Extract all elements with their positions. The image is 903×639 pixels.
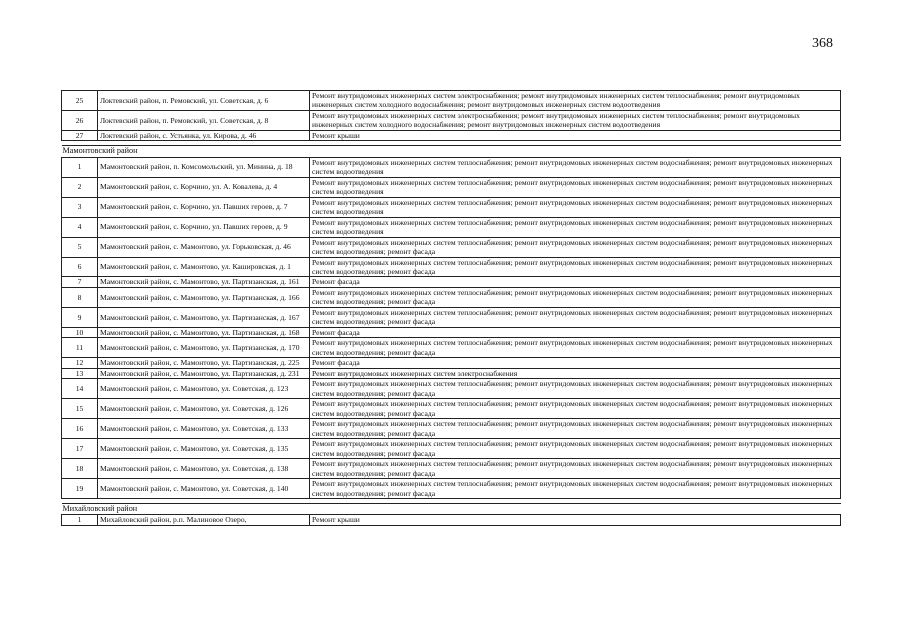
row-address: Мамонтовский район, с. Мамонтово, ул. Партизанская, д. 166 [98, 287, 310, 307]
row-number: 5 [62, 237, 98, 257]
row-address: Мамонтовский район, с. Мамонтово, ул. Партизанская, д. 170 [98, 338, 310, 358]
row-address: Мамонтовский район, с. Мамонтово, ул. Советская, д. 138 [98, 459, 310, 479]
district-title: Михайловский район [62, 504, 841, 515]
table-row [62, 110, 841, 130]
row-address: Мамонтовский район, с. Мамонтово, ул. Советская, д. 133 [98, 419, 310, 439]
table-row [62, 307, 841, 327]
table-row [62, 515, 841, 525]
row-number: 15 [62, 399, 98, 419]
row-work-type: Ремонт крыши [310, 130, 841, 140]
district-title: Мамонтовский район [62, 146, 841, 157]
row-number: 26 [62, 110, 98, 130]
row-number: 17 [62, 439, 98, 459]
table-row [62, 368, 841, 378]
row-address: Мамонтовский район, с. Мамонтово, ул. Советская, д. 140 [98, 479, 310, 499]
row-number: 4 [62, 217, 98, 237]
row-number: 7 [62, 277, 98, 287]
row-number: 25 [62, 91, 98, 111]
row-address: Локтевский район, п. Ремовский, ул. Советская, д. 8 [98, 110, 310, 130]
row-address: Локтевский район, с. Устьянка, ул. Кирова, д. 46 [98, 130, 310, 140]
row-address: Мамонтовский район, с. Мамонтово, ул. Партизанская, д. 168 [98, 327, 310, 337]
row-work-type: Ремонт внутридомовых инженерных систем теплоснабжения; ремонт внутридомовых инженерных систем водоснабжения; ремонт внутридомовых инженерных систем водоотведения; ремонт фасада [310, 419, 841, 439]
table-row [62, 399, 841, 419]
row-number: 2 [62, 177, 98, 197]
row-work-type: Ремонт внутридомовых инженерных систем теплоснабжения; ремонт внутридомовых инженерных систем водоснабжения; ремонт внутридомовых инженерных систем водоотведения; ремонт фасада [310, 307, 841, 327]
row-address: Мамонтовский район, с. Корчино, ул. Павших героев, д. 7 [98, 197, 310, 217]
table-row [62, 459, 841, 479]
row-number: 1 [62, 515, 98, 525]
row-work-type: Ремонт внутридомовых инженерных систем теплоснабжения; ремонт внутридомовых инженерных систем водоснабжения; ремонт внутридомовых инженерных систем водоотведения [310, 217, 841, 237]
table-row [62, 91, 841, 111]
row-work-type: Ремонт внутридомовых инженерных систем теплоснабжения; ремонт внутридомовых инженерных систем водоснабжения; ремонт внутридомовых инженерных систем водоотведения [310, 157, 841, 177]
district-header-row [62, 504, 841, 515]
row-number: 11 [62, 338, 98, 358]
table-row [62, 157, 841, 177]
row-work-type: Ремонт внутридомовых инженерных систем теплоснабжения; ремонт внутридомовых инженерных систем водоснабжения; ремонт внутридомовых инженерных систем водоотведения [310, 177, 841, 197]
row-address: Мамонтовский район, п. Комсомольский, ул. Минина, д. 18 [98, 157, 310, 177]
row-number: 10 [62, 327, 98, 337]
row-number: 18 [62, 459, 98, 479]
row-number: 12 [62, 358, 98, 368]
row-work-type: Ремонт внутридомовых инженерных систем электроснабжения; ремонт внутридомовых инженерных систем теплоснабжения; ремонт внутридомовых инженерных систем холодного водоснабжения; ремонт внутридомовых инженерных систем водоотведения [310, 91, 841, 111]
row-address: Мамонтовский район, с. Мамонтово, ул. Советская, д. 123 [98, 379, 310, 399]
row-number: 14 [62, 379, 98, 399]
row-address: Мамонтовский район, с. Мамонтово, ул. Партизанская, д. 225 [98, 358, 310, 368]
table-row [62, 257, 841, 277]
row-address: Михайловский район, р.п. Малиновое Озеро, [98, 515, 310, 525]
repair-table-body [62, 91, 841, 526]
table-row [62, 237, 841, 257]
row-address: Мамонтовский район, с. Мамонтово, ул. Партизанская, д. 231 [98, 368, 310, 378]
row-address: Мамонтовский район, с. Корчино, ул. Павших героев, д. 9 [98, 217, 310, 237]
repair-table [61, 90, 841, 526]
table-row [62, 130, 841, 140]
row-number: 6 [62, 257, 98, 277]
row-work-type: Ремонт фасада [310, 277, 841, 287]
table-row [62, 479, 841, 499]
row-work-type: Ремонт фасада [310, 327, 841, 337]
page-number: 368 [812, 36, 833, 51]
table-row [62, 419, 841, 439]
row-work-type: Ремонт внутридомовых инженерных систем теплоснабжения; ремонт внутридомовых инженерных систем водоснабжения; ремонт внутридомовых инженерных систем водоотведения; ремонт фасада [310, 479, 841, 499]
table-row [62, 217, 841, 237]
row-address: Мамонтовский район, с. Мамонтово, ул. Партизанская, д. 167 [98, 307, 310, 327]
row-address: Мамонтовский район, с. Мамонтово, ул. Советская, д. 126 [98, 399, 310, 419]
row-work-type: Ремонт внутридомовых инженерных систем электроснабжения; ремонт внутридомовых инженерных систем теплоснабжения; ремонт внутридомовых инженерных систем холодного водоснабжения; ремонт внутридомовых инженерных систем водоотведения [310, 110, 841, 130]
row-number: 8 [62, 287, 98, 307]
row-work-type: Ремонт внутридомовых инженерных систем теплоснабжения; ремонт внутридомовых инженерных систем водоснабжения; ремонт внутридомовых инженерных систем водоотведения; ремонт фасада [310, 257, 841, 277]
row-work-type: Ремонт внутридомовых инженерных систем теплоснабжения; ремонт внутридомовых инженерных систем водоснабжения; ремонт внутридомовых инженерных систем водоотведения [310, 197, 841, 217]
row-address: Локтевский район, п. Ремовский, ул. Советская, д. 6 [98, 91, 310, 111]
row-number: 9 [62, 307, 98, 327]
table-row [62, 439, 841, 459]
row-address: Мамонтовский район, с. Корчино, ул. А. Ковалева, д. 4 [98, 177, 310, 197]
district-header-row [62, 146, 841, 157]
table-row [62, 277, 841, 287]
row-work-type: Ремонт внутридомовых инженерных систем теплоснабжения; ремонт внутридомовых инженерных систем водоснабжения; ремонт внутридомовых инженерных систем водоотведения; ремонт фасада [310, 459, 841, 479]
row-work-type: Ремонт внутридомовых инженерных систем теплоснабжения; ремонт внутридомовых инженерных систем водоснабжения; ремонт внутридомовых инженерных систем водоотведения; ремонт фасада [310, 399, 841, 419]
table-row [62, 338, 841, 358]
row-work-type: Ремонт внутридомовых инженерных систем теплоснабжения; ремонт внутридомовых инженерных систем водоснабжения; ремонт внутридомовых инженерных систем водоотведения; ремонт фасада [310, 287, 841, 307]
row-number: 3 [62, 197, 98, 217]
row-address: Мамонтовский район, с. Мамонтово, ул. Партизанская, д. 161 [98, 277, 310, 287]
row-number: 13 [62, 368, 98, 378]
row-work-type: Ремонт фасада [310, 358, 841, 368]
row-number: 1 [62, 157, 98, 177]
row-work-type: Ремонт внутридомовых инженерных систем теплоснабжения; ремонт внутридомовых инженерных систем водоснабжения; ремонт внутридомовых инженерных систем водоотведения; ремонт фасада [310, 338, 841, 358]
row-address: Мамонтовский район, с. Мамонтово, ул. Горьковская, д. 46 [98, 237, 310, 257]
table-row [62, 177, 841, 197]
row-address: Мамонтовский район, с. Мамонтово, ул. Советская, д. 135 [98, 439, 310, 459]
row-work-type: Ремонт внутридомовых инженерных систем электроснабжения [310, 368, 841, 378]
row-work-type: Ремонт внутридомовых инженерных систем теплоснабжения; ремонт внутридомовых инженерных систем водоснабжения; ремонт внутридомовых инженерных систем водоотведения; ремонт фасада [310, 439, 841, 459]
row-number: 16 [62, 419, 98, 439]
row-number: 27 [62, 130, 98, 140]
row-address: Мамонтовский район, с. Мамонтово, ул. Кашировская, д. 1 [98, 257, 310, 277]
row-work-type: Ремонт внутридомовых инженерных систем теплоснабжения; ремонт внутридомовых инженерных систем водоснабжения; ремонт внутридомовых инженерных систем водоотведения; ремонт фасада [310, 237, 841, 257]
row-number: 19 [62, 479, 98, 499]
table-row [62, 358, 841, 368]
table-row [62, 327, 841, 337]
row-work-type: Ремонт внутридомовых инженерных систем теплоснабжения; ремонт внутридомовых инженерных систем водоснабжения; ремонт внутридомовых инженерных систем водоотведения; ремонт фасада [310, 379, 841, 399]
table-row [62, 379, 841, 399]
table-row [62, 287, 841, 307]
table-row [62, 197, 841, 217]
row-work-type: Ремонт крыши [310, 515, 841, 525]
